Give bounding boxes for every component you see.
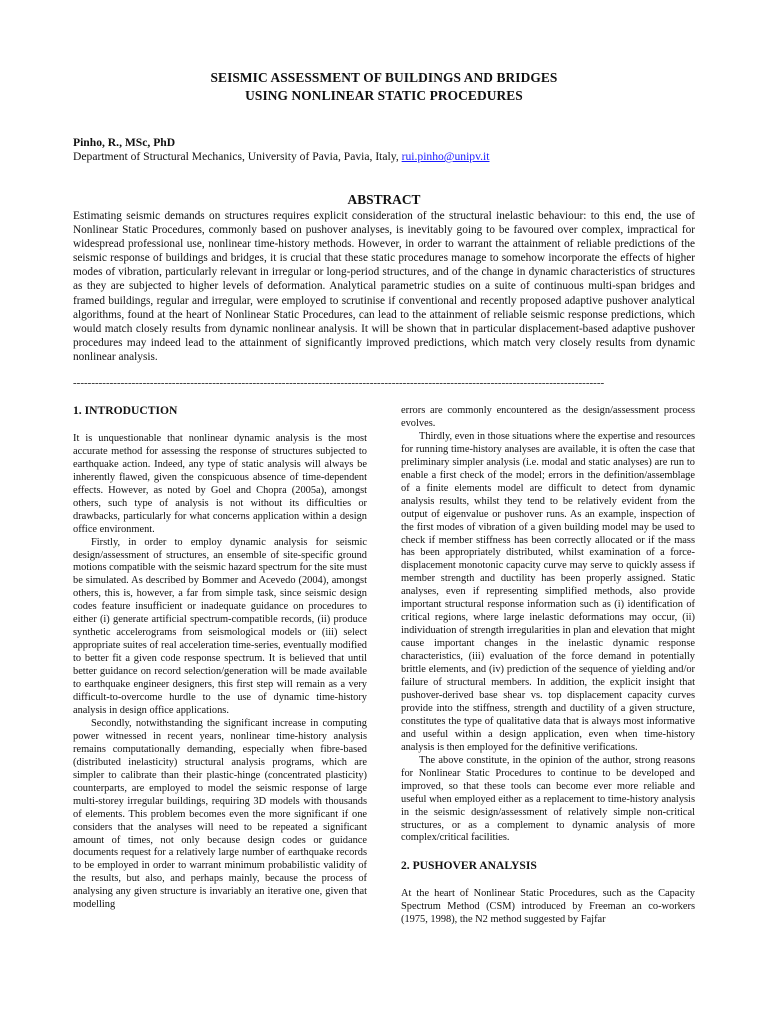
section-2-heading: 2. PUSHOVER ANALYSIS xyxy=(401,859,537,873)
intro-paragraph-3: Secondly, notwithstanding the significant increase in computing power witnessed in recent years, nonlinear time-history analysis remains computationally demanding, especially when fibre-based (distributed inelasticity) structural analysis programs, which are simpler to calibrate than their plastic-hinge (concentrated plasticity) counterparts, are employed to model the seismic response of large multi-storey irregular buildings, requiring 3D models with thousands of elements. This problem becomes even the more significant if one considers that the analyses will need to be repeated a significant amount of times, not only because design codes or guidance documents request for a relatively large number of earthquake records to be employed in order to warrant minimum probabilistic validity of the results, but also, and perhaps mainly, because the process of analysing any given structure is invariably an iterative one, given that modelling xyxy=(73,717,367,911)
intro-paragraph-4: Thirdly, even in those situations where the expertise and resources for running time-history analyses are available, it is often the case that preliminary simpler analysis (i.e. modal and static analyses) are run to enable a first check of the model; errors in the definition/assemblage of a finite elements model are difficult to detect from dynamic analysis results, whilst they tend to be relatively evident from the output of eigenvalue or pushover runs. As an example, inspection of the first modes of vibration of a given building model may be used to check if member stiffness has been correctly allocated or if the mass has been appropriately distributed, whilst examination of a force-displacement monotonic capacity curve may serve to quickly assess if member strength and ductility has been properly assigned. Static analyses, even if representing simplified methods, also provide important structural response information such as (i) identification of critical regions, where large inelastic deformations may occur, (ii) individuation of strength irregularities in plan and elevation that might cause important changes in the inelastic dynamic response characteristics, (iii) evaluation of the force demand in potentially brittle elements, and (iv) prediction of the sequence of yielding and/or failure of structural members. In addition, the explicit insight that pushover-derived base shear vs. top displacement capacity curves provide into the stiffness, strength and ductility of a given structure, constitutes the type of qualitative data that is always most informative and useful within a design application, even when time-history analysis is then employed for the definitive verifications. xyxy=(401,430,695,753)
abstract-text: Estimating seismic demands on structures requires explicit consideration of the structural inelastic behaviour: to this end, the use of Nonlinear Static Procedures, commonly based on pushover analyses, is inevitably going to be favoured over complex, impractical for widespread professional use, nonlinear time-history methods. However, in order to warrant the attainment of reliable predictions of the seismic response of buildings and bridges, it is crucial that these static procedures manage to somehow incorporate the effects of higher modes of vibration, particularly relevant in irregular or long-period structures, and of the change in dynamic characteristics of structures as they are subjected to higher levels of deformation. Analytical parametric studies on a suite of continuous multi-span bridges and framed buildings, regular and irregular, were employed to scrutinise if conventional and recently proposed adaptive pushover analytical algorithms, found at the heart of Nonlinear Static Procedures, can lead to the attainment of reliable seismic response predictions, which would match closely results from dynamic nonlinear analysis. It will be shown that in particular displacement-based adaptive pushover procedures may indeed lead to the attainment of significantly improved predictions, which match very closely results from dynamic nonlinear analysis. xyxy=(73,210,695,363)
left-column xyxy=(73,405,367,912)
intro-paragraph-2: Firstly, in order to employ dynamic analysis for seismic design/assessment of structures, an ensemble of site-specific ground motions compatible with the seismic hazard spectrum for the site must be simulated. As described by Bommer and Acevedo (2004), amongst others, this is, however, a far from simple task, since seismic design codes feature insufficient or inadequate guidance on procedures to either (i) generate artificial spectrum-compatible records, (ii) produce synthetic accelerograms from seismological models or (iii) select appropriate suites of real acceleration time-series, eventually modified to better fit a given code response spectrum. It is believed that until better guidance on record selection/generation will be made available to earthquake engineer designers, this first step will remain as a very difficult-to-overcome hurdle to the use of dynamic time-history analysis in design office applications. xyxy=(73,536,367,716)
affiliation-text: Department of Structural Mechanics, University of Pavia, Pavia, Italy, xyxy=(73,150,402,163)
author-affiliation xyxy=(73,150,489,163)
pushover-paragraph-1: At the heart of Nonlinear Static Procedures, such as the Capacity Spectrum Method (CSM) introduced by Freeman an co-workers (1975, 1998), the N2 method suggested by Fajfar xyxy=(401,888,695,926)
intro-paragraph-1: It is unquestionable that nonlinear dynamic analysis is the most accurate method for assessing the response of structures subjected to earthquake action. Indeed, any type of static analysis will always be inherently flawed, given the conspicuous absence of time-dependent effects. However, as noted by Goel and Chopra (2005a), amongst others, such type of analysis is not without its difficulties or drawbacks, particularly for what concerns application within a design office environment. xyxy=(73,432,367,535)
abstract-heading: ABSTRACT xyxy=(347,192,421,207)
author-name: Pinho, R., MSc, PhD xyxy=(73,136,176,149)
right-column xyxy=(401,405,695,927)
section-1-heading: 1. INTRODUCTION xyxy=(73,404,178,417)
paper-title-line-2: USING NONLINEAR STATIC PROCEDURES xyxy=(245,88,523,103)
intro-paragraph-3-continued: errors are commonly encountered as the design/assessment process evolves. xyxy=(401,405,695,429)
intro-paragraph-5: The above constitute, in the opinion of the author, strong reasons for Nonlinear Static Procedures to continue to be developed and improved, so that these tools can become ever more reliable and useful when employed either as a replacement to time-history analysis in the seismic design/assessment of relatively simple non-critical structures, or as a complement to dynamic analysis of more complex/critical facilities. xyxy=(401,754,695,844)
paper-title-line-1: SEISMIC ASSESSMENT OF BUILDINGS AND BRIDGES xyxy=(210,70,558,85)
author-email-link[interactable]: rui.pinho@unipv.it xyxy=(401,150,490,163)
section-separator: ------------------------------------------------------------------------------------------------------------------------------------------------- xyxy=(73,377,605,389)
